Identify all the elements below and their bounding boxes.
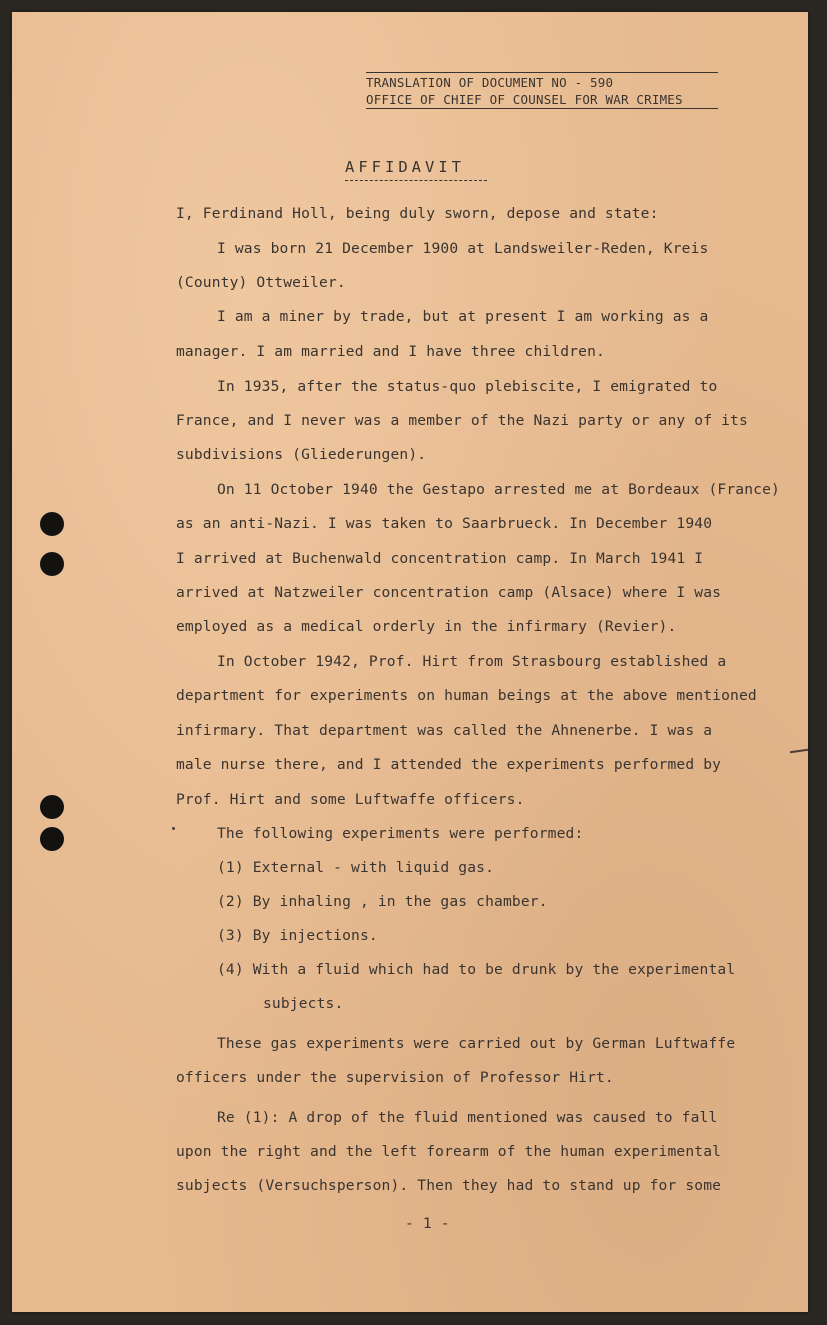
body-line: In October 1942, Prof. Hirt from Strasbourg established a [217, 653, 727, 670]
list-item: (1) External - with liquid gas. [217, 859, 495, 876]
punch-hole [40, 512, 64, 536]
body-line: These gas experiments were carried out by German Luftwaffe [217, 1035, 736, 1052]
body-line: arrived at Natzweiler concentration camp (Alsace) where I was [176, 584, 722, 601]
body-line: The following experiments were performed: [217, 825, 584, 842]
list-item-continuation: subjects. [263, 995, 344, 1012]
body-line: On 11 October 1940 the Gestapo arrested me at Bordeaux (France) [217, 481, 780, 498]
body-line: as an anti-Nazi. I was taken to Saarbrueck. In December 1940 [176, 515, 713, 532]
punch-hole [40, 795, 64, 819]
header-office: OFFICE OF CHIEF OF COUNSEL FOR WAR CRIMES [366, 92, 718, 109]
list-item: (2) By inhaling , in the gas chamber. [217, 893, 548, 910]
body-line: I, Ferdinand Holl, being duly sworn, depose and state: [176, 205, 659, 222]
body-line: employed as a medical orderly in the infirmary (Revier). [176, 618, 677, 635]
body-line: I am a miner by trade, but at present I am working as a [217, 308, 709, 325]
pencil-mark [790, 749, 808, 753]
body-line: France, and I never was a member of the Nazi party or any of its [176, 412, 748, 429]
body-line: infirmary. That department was called the Ahnenerbe. I was a [176, 722, 713, 739]
punch-hole [40, 827, 64, 851]
body-line: male nurse there, and I attended the experiments performed by [176, 756, 722, 773]
body-line: subjects (Versuchsperson). Then they had to stand up for some [176, 1177, 722, 1194]
body-line: Re (1): A drop of the fluid mentioned was caused to fall [217, 1109, 718, 1126]
body-line: department for experiments on human beings at the above mentioned [176, 687, 757, 704]
document-title: AFFIDAVIT [345, 158, 465, 176]
header-document-number: TRANSLATION OF DOCUMENT NO - 590 [366, 72, 718, 90]
body-line: upon the right and the left forearm of the human experimental [176, 1143, 722, 1160]
body-line: (County) Ottweiler. [176, 274, 346, 291]
body-line: In 1935, after the status-quo plebiscite, I emigrated to [217, 378, 718, 395]
body-line: I was born 21 December 1900 at Landsweiler-Reden, Kreis [217, 240, 709, 257]
title-underline [345, 180, 487, 181]
list-item: (3) By injections. [217, 927, 378, 944]
body-line: Prof. Hirt and some Luftwaffe officers. [176, 791, 525, 808]
page-number: - 1 - [405, 1215, 450, 1232]
document-page [12, 12, 808, 1312]
body-line: I arrived at Buchenwald concentration camp. In March 1941 I [176, 550, 704, 567]
ink-dot [172, 827, 175, 830]
list-item: (4) With a fluid which had to be drunk by the experimental [217, 961, 736, 978]
body-line: manager. I am married and I have three children. [176, 343, 605, 360]
body-line: officers under the supervision of Professor Hirt. [176, 1069, 614, 1086]
punch-hole [40, 552, 64, 576]
body-line: subdivisions (Gliederungen). [176, 446, 427, 463]
